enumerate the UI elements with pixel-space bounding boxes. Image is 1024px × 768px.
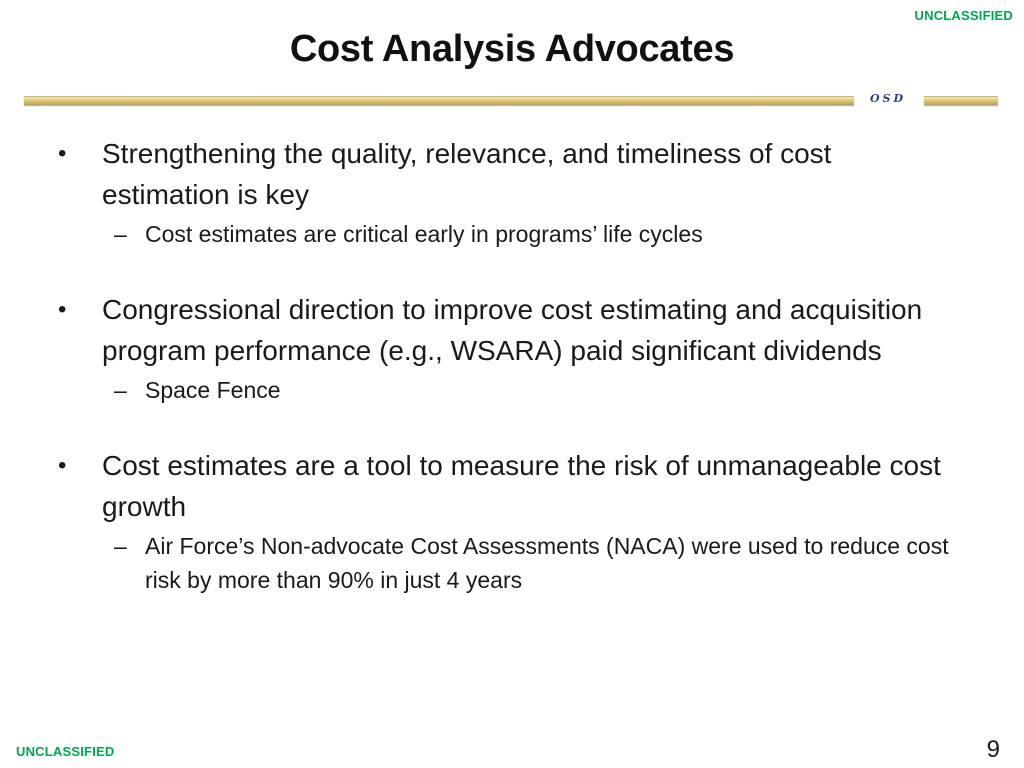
sub-bullet-item <box>114 373 956 407</box>
org-mark: OSD <box>869 92 907 105</box>
title-rule-left <box>24 96 854 105</box>
bullet-group <box>56 133 956 251</box>
dash-icon: – <box>114 377 127 403</box>
dash-icon: – <box>114 221 127 247</box>
bullet-item <box>56 289 956 371</box>
slide-content <box>56 133 956 635</box>
sub-bullet-item <box>114 529 956 597</box>
bullet-dot-icon: • <box>58 140 67 167</box>
slide-title: Cost Analysis Advocates <box>289 28 735 70</box>
bullet-dot-icon: • <box>58 452 67 479</box>
bullet-item <box>56 445 956 527</box>
classification-banner-bottom: UNCLASSIFIED <box>16 744 115 759</box>
bullet-item <box>56 133 956 215</box>
bullet-group <box>56 445 956 597</box>
title-rule-right <box>924 96 998 105</box>
bullet-text: Cost estimates are a tool to measure the risk of unmanageable cost growth <box>102 450 941 522</box>
sub-bullet-text: Air Force’s Non-advocate Cost Assessments (NACA) were used to reduce cost risk by more than 90% in just 4 years <box>145 533 949 593</box>
bullet-group <box>56 289 956 407</box>
sub-bullet-text: Cost estimates are critical early in programs’ life cycles <box>145 221 703 247</box>
sub-bullet-text: Space Fence <box>145 377 281 403</box>
page-number: 9 <box>986 736 1000 763</box>
dash-icon: – <box>114 533 127 559</box>
bullet-text: Strengthening the quality, relevance, and timeliness of cost estimation is key <box>102 138 832 210</box>
classification-banner-top: UNCLASSIFIED <box>914 8 1013 23</box>
bullet-text: Congressional direction to improve cost estimating and acquisition program performance (e.g., WSARA) paid significant dividends <box>102 294 923 366</box>
sub-bullet-item <box>114 217 956 251</box>
bullet-dot-icon: • <box>58 296 67 323</box>
